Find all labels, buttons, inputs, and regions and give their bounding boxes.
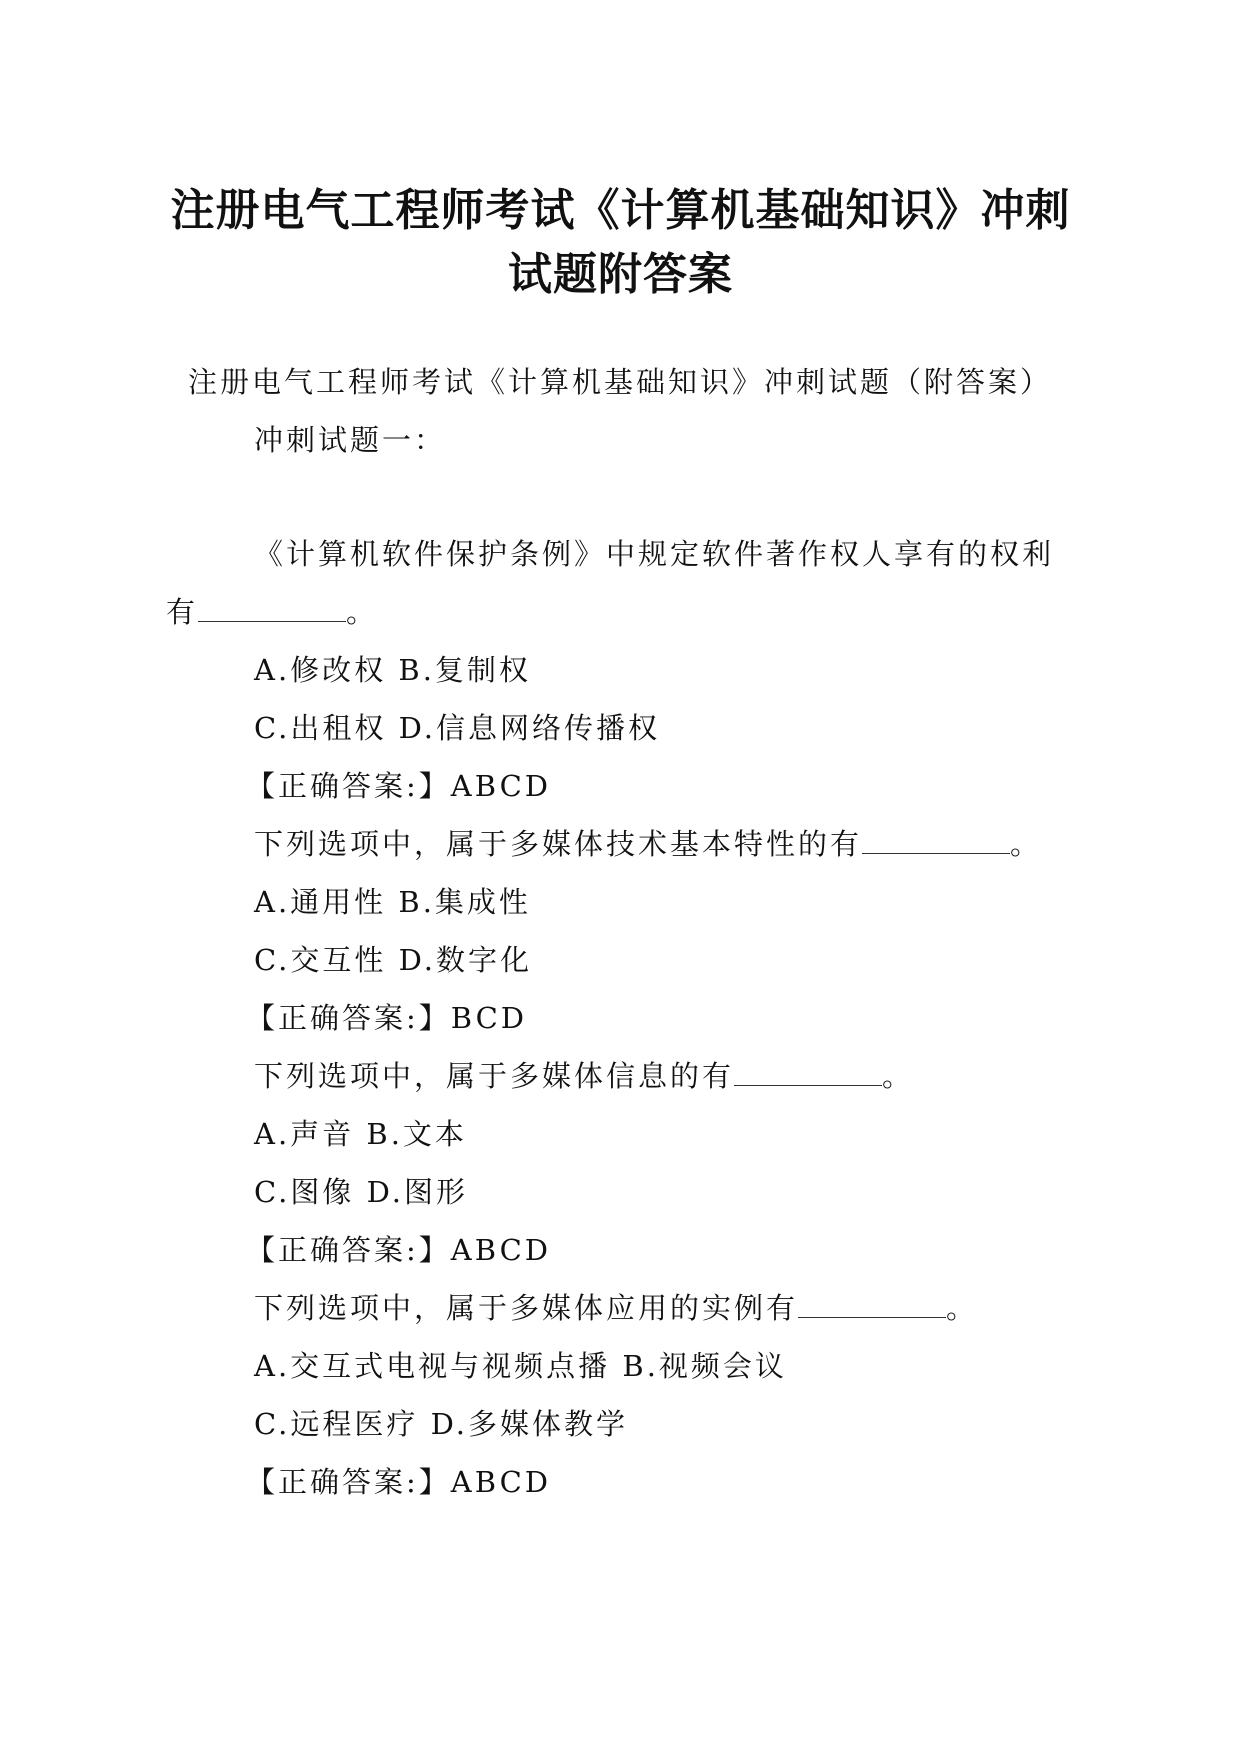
intro-paragraph: 注册电气工程师考试《计算机基础知识》冲刺试题（附答案） [188, 365, 1053, 399]
question-stem [166, 1047, 1068, 1105]
question-end: 。 [946, 1291, 979, 1325]
options-line: A.通用性 B.集成性 [254, 885, 531, 919]
question-text: 下列选项中，属于多媒体应用的实例有 [254, 1291, 799, 1325]
spacer [188, 469, 1068, 525]
answer-line: 【正确答案:】ABCD [246, 1465, 552, 1499]
options-line: C.图像 D.图形 [254, 1175, 469, 1209]
document-body [166, 353, 1068, 1511]
section-heading: 冲刺试题一： [254, 423, 447, 457]
options-line: C.远程医疗 D.多媒体教学 [254, 1407, 629, 1441]
answer-blank [798, 1295, 946, 1318]
options-line: C.交互性 D.数字化 [254, 943, 533, 977]
options-line: A.声音 B.文本 [254, 1117, 467, 1151]
question-end: 。 [882, 1059, 915, 1093]
question-end: 。 [346, 595, 379, 629]
answer-blank [862, 831, 1010, 854]
question-text: 下列选项中，属于多媒体技术基本特性的有 [254, 827, 863, 861]
options-line: A.交互式电视与视频点播 B.视频会议 [254, 1349, 787, 1383]
answer-line: 【正确答案:】ABCD [246, 769, 552, 803]
question-stem [166, 525, 1066, 641]
answer-line: 【正确答案:】ABCD [246, 1233, 552, 1267]
options-line: C.出租权 D.信息网络传播权 [254, 711, 661, 745]
question-end: 。 [1010, 827, 1043, 861]
answer-blank [734, 1063, 882, 1086]
question-text: 《计算机软件保护条例》中规定软件著作权人享有的权利有 [166, 537, 1055, 629]
document-title: 注册电气工程师考试《计算机基础知识》冲刺试题附答案 [170, 185, 1071, 301]
answer-line: 【正确答案:】BCD [246, 1001, 528, 1035]
question-text: 下列选项中，属于多媒体信息的有 [254, 1059, 735, 1093]
answer-blank [198, 599, 346, 622]
question-stem [166, 1279, 1068, 1337]
question-stem [166, 815, 1068, 873]
options-line: A.修改权 B.复制权 [254, 653, 531, 687]
